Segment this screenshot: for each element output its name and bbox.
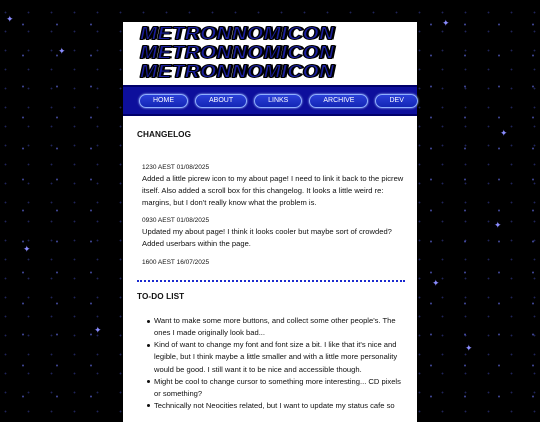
nav-dev-button[interactable]: DEV bbox=[375, 94, 417, 108]
site-banner bbox=[123, 22, 417, 84]
sparkle-star-icon: ✦ bbox=[442, 19, 450, 29]
todo-item: Might be cool to change cursor to something more interesting... CD pixels or something? bbox=[154, 376, 405, 400]
sparkle-star-icon: ✦ bbox=[23, 245, 31, 255]
todo-item: Technically not Neocities related, but I want to update my status cafe so bbox=[154, 400, 405, 412]
todo-heading: TO-DO LIST bbox=[137, 292, 185, 302]
nav-about-button[interactable]: ABOUT bbox=[195, 94, 247, 108]
changelog-entry bbox=[142, 163, 405, 209]
sparkle-star-icon: ✦ bbox=[465, 344, 473, 354]
banner-title-row: METRONNOMICON bbox=[140, 22, 335, 45]
changelog-heading: CHANGELOG bbox=[137, 130, 192, 139]
sparkle-star-icon: ✦ bbox=[6, 15, 14, 25]
nav-home-button[interactable]: HOME bbox=[139, 94, 188, 108]
nav-bar bbox=[123, 85, 417, 116]
todo-item: Want to make some more buttons, and collect some other people's. The ones I made originally look bad... bbox=[154, 315, 405, 339]
main-content bbox=[137, 129, 405, 412]
sparkle-star-icon: ✦ bbox=[94, 326, 102, 336]
nav-archive-button[interactable]: ARCHIVE bbox=[309, 94, 368, 108]
entry-text: Added a little picrew icon to my about page! I need to link it back to the picrew itself. Also added a scroll box for this changelog. It looks a little weird re: margins, but I don't really know what the problem is. bbox=[142, 174, 404, 208]
banner-title-row: METRONNOMICON bbox=[140, 41, 335, 64]
changelog-entry bbox=[142, 258, 405, 268]
todo-section bbox=[137, 291, 405, 412]
sparkle-star-icon: ✦ bbox=[494, 221, 502, 231]
entry-timestamp: 1600 AEST 16/07/2025 bbox=[142, 258, 210, 266]
sparkle-star-icon: ✦ bbox=[432, 279, 440, 289]
banner-title-row: METRONNOMICON bbox=[140, 60, 335, 83]
sparkle-star-icon: ✦ bbox=[58, 47, 66, 57]
entry-timestamp: 1230 AEST 01/08/2025 bbox=[142, 164, 210, 172]
todo-item: Kind of want to change my font and font size a bit. I like that it's nice and legible, but I think maybe a little smaller and with a little more personality would be good. I still want it to be nice and accessible though. bbox=[154, 339, 405, 375]
site-container bbox=[123, 22, 417, 422]
todo-list bbox=[137, 315, 405, 412]
changelog-entry bbox=[142, 216, 405, 250]
nav-links-button[interactable]: LINKS bbox=[254, 94, 302, 108]
dotted-divider bbox=[137, 280, 405, 282]
entry-timestamp: 0930 AEST 01/08/2025 bbox=[142, 217, 210, 225]
entry-text: Updated my about page! I think it looks cooler but maybe sort of crowded? Added userbars within the page. bbox=[142, 227, 392, 249]
sparkle-star-icon: ✦ bbox=[500, 129, 508, 139]
changelog-scroll-box[interactable] bbox=[137, 163, 405, 279]
